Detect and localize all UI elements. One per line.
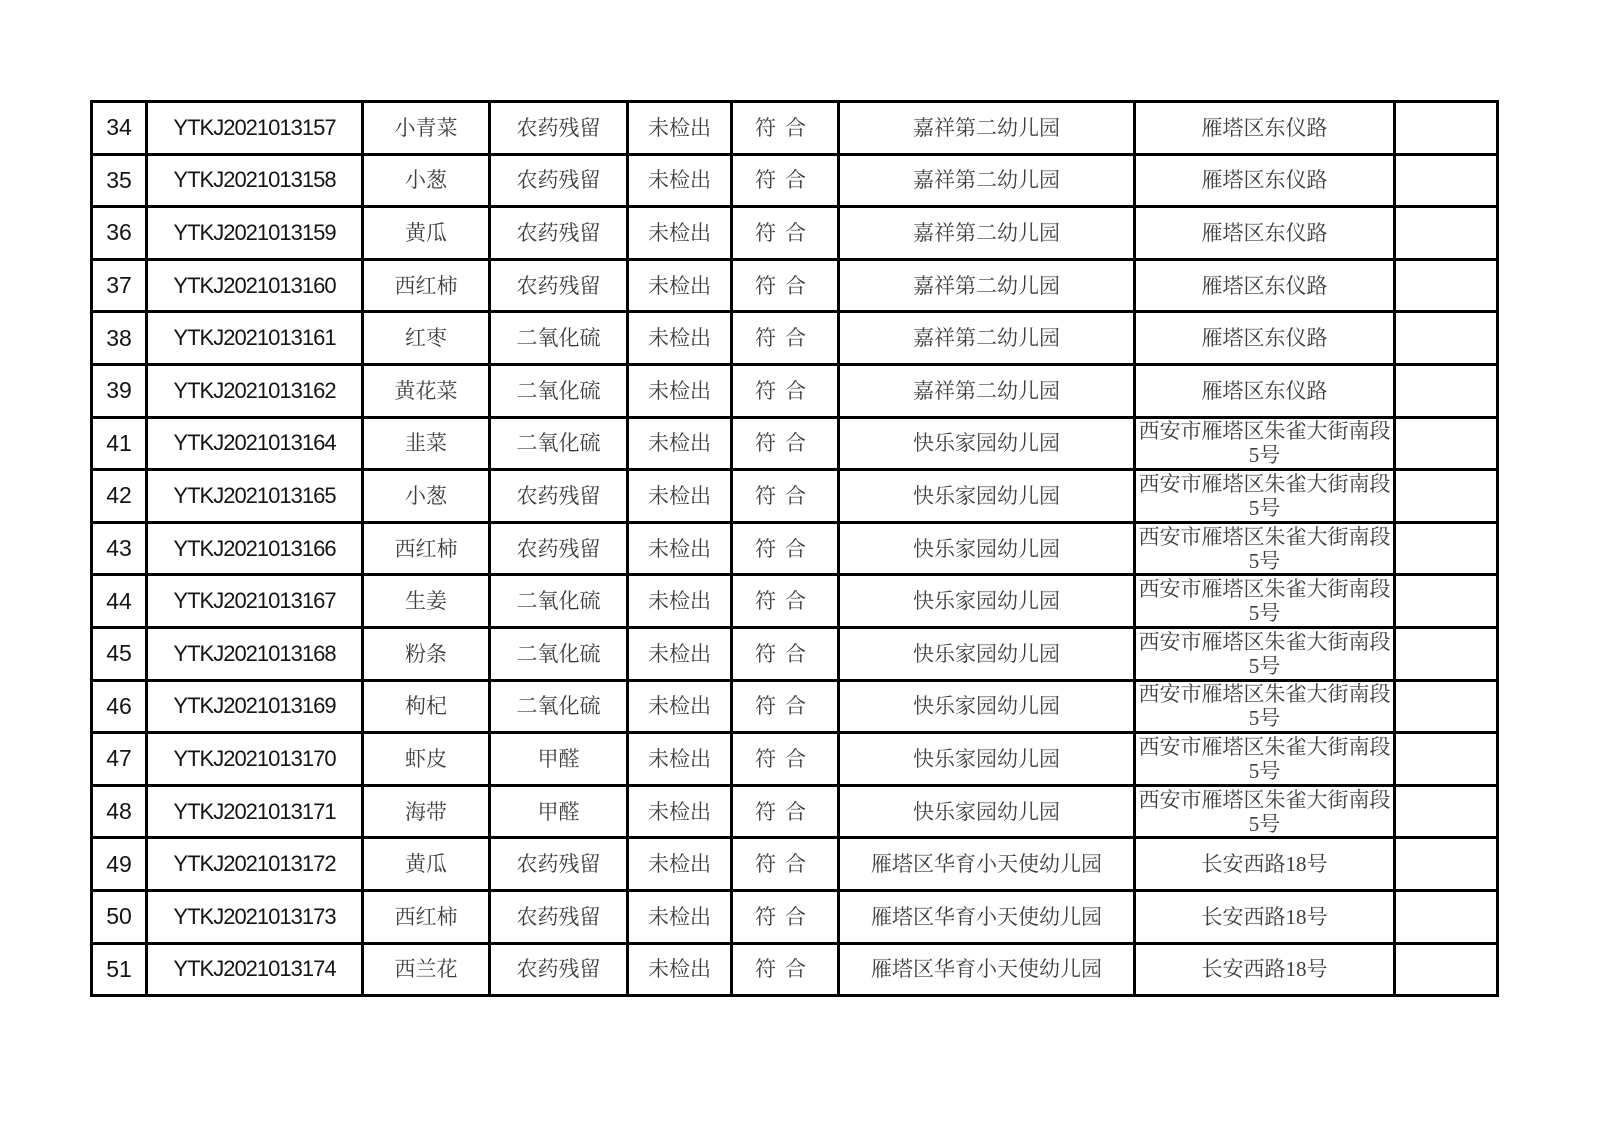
cell-note — [1395, 627, 1498, 680]
cell-sample-id: YTKJ2021013170 — [147, 733, 363, 786]
cell-address: 长安西路18号 — [1135, 838, 1395, 891]
cell-organization: 嘉祥第二幼儿园 — [839, 207, 1135, 260]
cell-address: 西安市雁塔区朱雀大街南段5号 — [1135, 470, 1395, 523]
cell-test-result: 未检出 — [628, 890, 732, 943]
cell-conclusion: 符合 — [732, 522, 839, 575]
cell-note — [1395, 680, 1498, 733]
table-row — [92, 207, 1498, 260]
cell-note — [1395, 417, 1498, 470]
cell-row-number: 51 — [92, 943, 147, 996]
cell-organization: 快乐家园幼儿园 — [839, 680, 1135, 733]
cell-row-number: 44 — [92, 575, 147, 628]
cell-sample-id: YTKJ2021013160 — [147, 259, 363, 312]
cell-test-result: 未检出 — [628, 838, 732, 891]
cell-sample-id: YTKJ2021013159 — [147, 207, 363, 260]
cell-test-item: 二氧化硫 — [490, 680, 628, 733]
cell-organization: 嘉祥第二幼儿园 — [839, 259, 1135, 312]
cell-address: 西安市雁塔区朱雀大街南段5号 — [1135, 733, 1395, 786]
cell-sample-name: 生姜 — [363, 575, 490, 628]
cell-test-item: 农药残留 — [490, 259, 628, 312]
table-row — [92, 154, 1498, 207]
cell-organization: 快乐家园幼儿园 — [839, 522, 1135, 575]
cell-organization: 嘉祥第二幼儿园 — [839, 102, 1135, 155]
table-row — [92, 312, 1498, 365]
cell-note — [1395, 890, 1498, 943]
cell-note — [1395, 470, 1498, 523]
cell-organization: 嘉祥第二幼儿园 — [839, 154, 1135, 207]
cell-conclusion: 符合 — [732, 259, 839, 312]
cell-address: 长安西路18号 — [1135, 890, 1395, 943]
cell-address: 西安市雁塔区朱雀大街南段5号 — [1135, 680, 1395, 733]
cell-test-result: 未检出 — [628, 575, 732, 628]
cell-sample-id: YTKJ2021013165 — [147, 470, 363, 523]
cell-address: 长安西路18号 — [1135, 943, 1395, 996]
cell-sample-id: YTKJ2021013158 — [147, 154, 363, 207]
cell-conclusion: 符合 — [732, 890, 839, 943]
cell-address: 西安市雁塔区朱雀大街南段5号 — [1135, 575, 1395, 628]
cell-sample-id: YTKJ2021013164 — [147, 417, 363, 470]
cell-organization: 快乐家园幼儿园 — [839, 733, 1135, 786]
cell-sample-name: 小葱 — [363, 470, 490, 523]
cell-row-number: 42 — [92, 470, 147, 523]
cell-organization: 快乐家园幼儿园 — [839, 785, 1135, 838]
table-row — [92, 627, 1498, 680]
cell-test-result: 未检出 — [628, 102, 732, 155]
table-row — [92, 522, 1498, 575]
cell-test-item: 农药残留 — [490, 522, 628, 575]
cell-test-item: 农药残留 — [490, 943, 628, 996]
cell-test-item: 甲醛 — [490, 785, 628, 838]
cell-organization: 雁塔区华育小天使幼儿园 — [839, 943, 1135, 996]
cell-test-result: 未检出 — [628, 733, 732, 786]
cell-conclusion: 符合 — [732, 627, 839, 680]
cell-test-result: 未检出 — [628, 627, 732, 680]
cell-note — [1395, 733, 1498, 786]
cell-address: 雁塔区东仪路 — [1135, 364, 1395, 417]
cell-sample-id: YTKJ2021013157 — [147, 102, 363, 155]
cell-test-item: 二氧化硫 — [490, 312, 628, 365]
cell-test-item: 二氧化硫 — [490, 364, 628, 417]
cell-sample-name: 小青菜 — [363, 102, 490, 155]
cell-note — [1395, 522, 1498, 575]
cell-sample-id: YTKJ2021013161 — [147, 312, 363, 365]
cell-test-result: 未检出 — [628, 259, 732, 312]
cell-row-number: 48 — [92, 785, 147, 838]
cell-sample-name: 西兰花 — [363, 943, 490, 996]
cell-row-number: 46 — [92, 680, 147, 733]
cell-conclusion: 符合 — [732, 417, 839, 470]
cell-test-item: 二氧化硫 — [490, 575, 628, 628]
cell-conclusion: 符合 — [732, 785, 839, 838]
cell-sample-name: 黄瓜 — [363, 207, 490, 260]
cell-test-item: 甲醛 — [490, 733, 628, 786]
table-row — [92, 364, 1498, 417]
table-row — [92, 733, 1498, 786]
cell-note — [1395, 943, 1498, 996]
cell-address: 西安市雁塔区朱雀大街南段5号 — [1135, 522, 1395, 575]
cell-row-number: 35 — [92, 154, 147, 207]
cell-address: 雁塔区东仪路 — [1135, 207, 1395, 260]
cell-note — [1395, 785, 1498, 838]
cell-sample-name: 海带 — [363, 785, 490, 838]
cell-conclusion: 符合 — [732, 102, 839, 155]
cell-conclusion: 符合 — [732, 470, 839, 523]
cell-note — [1395, 154, 1498, 207]
cell-test-result: 未检出 — [628, 312, 732, 365]
cell-sample-id: YTKJ2021013168 — [147, 627, 363, 680]
cell-row-number: 45 — [92, 627, 147, 680]
cell-organization: 快乐家园幼儿园 — [839, 417, 1135, 470]
cell-organization: 快乐家园幼儿园 — [839, 575, 1135, 628]
cell-row-number: 34 — [92, 102, 147, 155]
cell-test-item: 农药残留 — [490, 470, 628, 523]
cell-sample-id: YTKJ2021013173 — [147, 890, 363, 943]
cell-conclusion: 符合 — [732, 575, 839, 628]
cell-test-result: 未检出 — [628, 680, 732, 733]
cell-test-result: 未检出 — [628, 364, 732, 417]
cell-sample-name: 韭菜 — [363, 417, 490, 470]
cell-conclusion: 符合 — [732, 838, 839, 891]
cell-test-item: 农药残留 — [490, 890, 628, 943]
cell-test-item: 农药残留 — [490, 838, 628, 891]
cell-sample-name: 红枣 — [363, 312, 490, 365]
cell-address: 西安市雁塔区朱雀大街南段5号 — [1135, 785, 1395, 838]
cell-sample-name: 西红柿 — [363, 522, 490, 575]
cell-conclusion: 符合 — [732, 680, 839, 733]
cell-note — [1395, 259, 1498, 312]
cell-sample-name: 西红柿 — [363, 259, 490, 312]
cell-sample-id: YTKJ2021013171 — [147, 785, 363, 838]
cell-sample-id: YTKJ2021013172 — [147, 838, 363, 891]
cell-note — [1395, 575, 1498, 628]
cell-test-result: 未检出 — [628, 470, 732, 523]
cell-sample-id: YTKJ2021013169 — [147, 680, 363, 733]
table-row — [92, 575, 1498, 628]
cell-row-number: 47 — [92, 733, 147, 786]
cell-test-result: 未检出 — [628, 785, 732, 838]
cell-sample-id: YTKJ2021013167 — [147, 575, 363, 628]
cell-row-number: 49 — [92, 838, 147, 891]
table-row — [92, 102, 1498, 155]
table-row — [92, 417, 1498, 470]
cell-organization: 雁塔区华育小天使幼儿园 — [839, 890, 1135, 943]
cell-sample-name: 枸杞 — [363, 680, 490, 733]
cell-conclusion: 符合 — [732, 154, 839, 207]
cell-test-result: 未检出 — [628, 417, 732, 470]
cell-conclusion: 符合 — [732, 312, 839, 365]
cell-conclusion: 符合 — [732, 943, 839, 996]
cell-sample-id: YTKJ2021013174 — [147, 943, 363, 996]
cell-test-result: 未检出 — [628, 207, 732, 260]
cell-conclusion: 符合 — [732, 364, 839, 417]
cell-row-number: 36 — [92, 207, 147, 260]
cell-conclusion: 符合 — [732, 733, 839, 786]
cell-organization: 嘉祥第二幼儿园 — [839, 364, 1135, 417]
cell-organization: 雁塔区华育小天使幼儿园 — [839, 838, 1135, 891]
cell-sample-id: YTKJ2021013166 — [147, 522, 363, 575]
table-row — [92, 890, 1498, 943]
table-row — [92, 259, 1498, 312]
cell-address: 雁塔区东仪路 — [1135, 312, 1395, 365]
table-row — [92, 680, 1498, 733]
cell-sample-name: 黄瓜 — [363, 838, 490, 891]
cell-address: 雁塔区东仪路 — [1135, 154, 1395, 207]
cell-note — [1395, 102, 1498, 155]
cell-address: 雁塔区东仪路 — [1135, 102, 1395, 155]
cell-row-number: 37 — [92, 259, 147, 312]
cell-row-number: 41 — [92, 417, 147, 470]
cell-test-item: 二氧化硫 — [490, 417, 628, 470]
cell-sample-name: 虾皮 — [363, 733, 490, 786]
table-row — [92, 943, 1498, 996]
cell-test-item: 二氧化硫 — [490, 627, 628, 680]
cell-sample-name: 西红柿 — [363, 890, 490, 943]
cell-sample-name: 黄花菜 — [363, 364, 490, 417]
cell-sample-id: YTKJ2021013162 — [147, 364, 363, 417]
cell-organization: 快乐家园幼儿园 — [839, 470, 1135, 523]
inspection-results-table — [90, 100, 1499, 997]
cell-note — [1395, 838, 1498, 891]
cell-row-number: 39 — [92, 364, 147, 417]
cell-test-item: 农药残留 — [490, 102, 628, 155]
cell-note — [1395, 312, 1498, 365]
cell-row-number: 50 — [92, 890, 147, 943]
cell-test-result: 未检出 — [628, 943, 732, 996]
cell-test-result: 未检出 — [628, 522, 732, 575]
table-row — [92, 470, 1498, 523]
cell-organization: 嘉祥第二幼儿园 — [839, 312, 1135, 365]
table-row — [92, 785, 1498, 838]
cell-note — [1395, 364, 1498, 417]
cell-address: 西安市雁塔区朱雀大街南段5号 — [1135, 417, 1395, 470]
cell-organization: 快乐家园幼儿园 — [839, 627, 1135, 680]
cell-row-number: 43 — [92, 522, 147, 575]
table-row — [92, 838, 1498, 891]
cell-sample-name: 小葱 — [363, 154, 490, 207]
cell-row-number: 38 — [92, 312, 147, 365]
cell-address: 西安市雁塔区朱雀大街南段5号 — [1135, 627, 1395, 680]
cell-sample-name: 粉条 — [363, 627, 490, 680]
cell-note — [1395, 207, 1498, 260]
cell-test-item: 农药残留 — [490, 207, 628, 260]
cell-test-result: 未检出 — [628, 154, 732, 207]
cell-test-item: 农药残留 — [490, 154, 628, 207]
cell-conclusion: 符合 — [732, 207, 839, 260]
cell-address: 雁塔区东仪路 — [1135, 259, 1395, 312]
